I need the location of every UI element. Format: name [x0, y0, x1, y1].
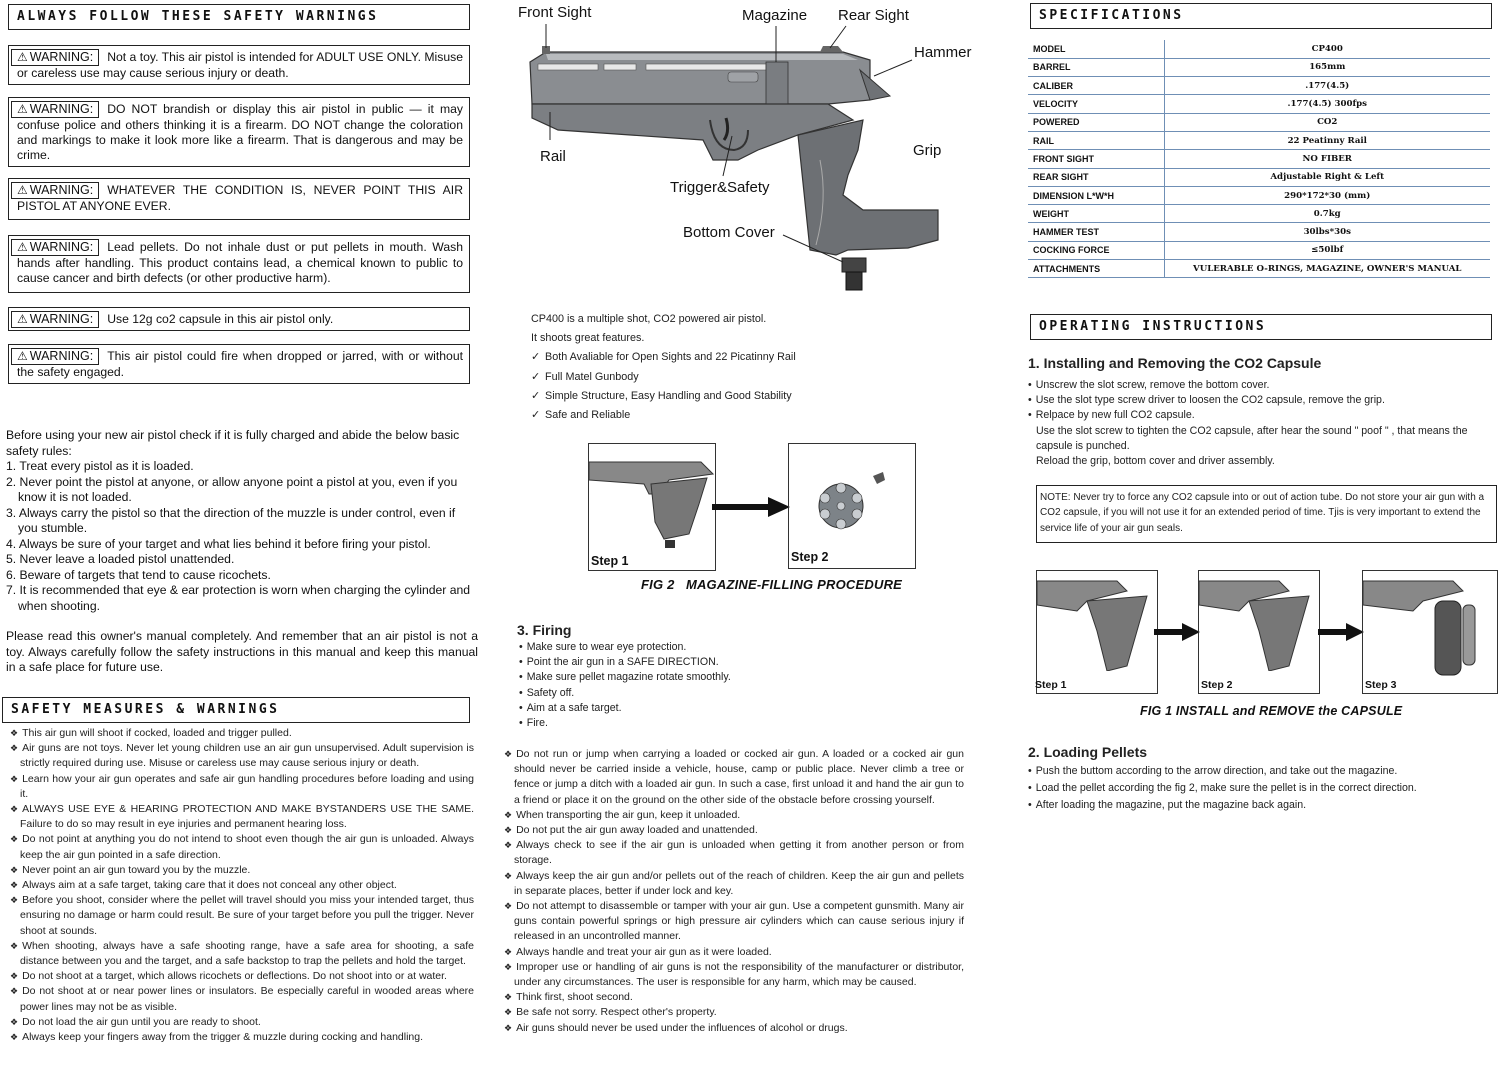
warning-triangle-icon: ⚠: [17, 349, 28, 363]
list-item: ❖ Do not shoot at a target, which allows ricochets or deflections. Do not shoot into or at water.: [6, 969, 474, 984]
description-line: CP400 is a multiple shot, CO2 powered air pistol.: [531, 313, 767, 325]
list-item: ❖ Do not put the air gun away loaded and unattended.: [500, 823, 964, 838]
rule-item: 7. It is recommended that eye & ear protection is worn when charging the cylinder and when shooting.: [6, 583, 471, 613]
spec-row: [1028, 40, 1490, 58]
step-label: Step 1: [1035, 679, 1067, 691]
list-item: ❖ Be safe not sorry. Respect other's property.: [500, 1005, 964, 1020]
spec-value: .177(4.5) 300fps: [1164, 95, 1490, 113]
safety-measures-header: SAFETY MEASURES & WARNINGS: [2, 697, 470, 723]
product-description: [531, 310, 981, 425]
list-item: • Fire.: [519, 716, 731, 731]
warning-box-5: [8, 307, 470, 331]
list-item: • Relpace by new full CO2 capsule.: [1028, 408, 1498, 423]
capsule-extra-line: Use the slot screw to tighten the CO2 capsule, after hear the sound " poof " , that means the capsule is punched.: [1036, 425, 1468, 453]
spec-row: [1028, 223, 1490, 241]
warning-triangle-icon: ⚠: [17, 102, 28, 116]
right-arrow-icon: [712, 497, 790, 517]
spec-key: VELOCITY: [1028, 95, 1164, 113]
list-item: • Point the air gun in a SAFE DIRECTION.: [519, 655, 731, 670]
fig1-step3-panel: [1362, 570, 1498, 694]
list-item: ❖ Before you shoot, consider where the pellet will travel should you miss your intended target, thus ensuring no damage or harm could result. Be sure of your target before you pull the trigger. Never shoot at sounds.: [6, 893, 474, 939]
spec-value: CO2: [1164, 113, 1490, 131]
spec-value: 0.7kg: [1164, 205, 1490, 223]
pistol-magazine: [766, 62, 788, 104]
warning-text: This air pistol could fire when dropped or jarred, with or without the safety engaged.: [17, 349, 463, 379]
warning-text: Lead pellets. Do not inhale dust or put pellets in mouth. Wash hands after handling. This product contains lead, a chemical known to public to cause cancer and birth defects (or other productive harm).: [17, 240, 463, 285]
warning-triangle-icon: ⚠: [17, 50, 28, 64]
bottom-cover-knob: [842, 258, 866, 272]
right-arrow-icon: [1318, 623, 1364, 641]
warning-label: ⚠ WARNING:: [11, 239, 99, 256]
label-hammer: Hammer: [914, 44, 972, 61]
list-item: • Unscrew the slot screw, remove the bottom cover.: [1028, 378, 1498, 393]
spec-key: HAMMER TEST: [1028, 223, 1164, 241]
spec-key: BARREL: [1028, 58, 1164, 76]
list-item: • Use the slot type screw driver to loosen the CO2 capsule, remove the grip.: [1028, 393, 1498, 408]
list-item: • Make sure to wear eye protection.: [519, 640, 731, 655]
list-item: ❖ Improper use or handling of air guns is not the responsibility of the manufacturer or distributor, under any circumstances. The user is responsible for any harm, which may be caused.: [500, 960, 964, 990]
note-box: [1036, 485, 1497, 543]
spec-row: [1028, 95, 1490, 113]
capsule-illustration: [1363, 571, 1497, 681]
label-rear-sight: Rear Sight: [838, 7, 909, 24]
warning-text: DO NOT brandish or display this air pistol in public — it may confuse police and others thinking it is a firearm. DO NOT change the coloration and markings to make it look more like a firearm. That is dangerous and may be crime.: [17, 102, 463, 162]
step-label: Step 2: [1201, 679, 1233, 691]
note-text: NOTE: Never try to force any CO2 capsule into or out of action tube. Do not store your air gun with a CO2 capsule, if you will not use it for an extended period of time. Tjis is very important to extend the service life of your air gun seals.: [1040, 492, 1485, 534]
spec-value: Adjustable Right & Left: [1164, 168, 1490, 186]
spec-key: POWERED: [1028, 113, 1164, 131]
basic-safety-rules: [6, 428, 478, 676]
step-label: Step 3: [1365, 679, 1397, 691]
spec-key: REAR SIGHT: [1028, 168, 1164, 186]
warning-box-4: [8, 235, 470, 293]
rule-item: 5. Never leave a loaded pistol unattended.: [6, 552, 235, 566]
warning-triangle-icon: ⚠: [17, 183, 28, 197]
rule-item: 4. Always be sure of your target and what lies behind it before firing your pistol.: [6, 536, 431, 551]
warning-label: ⚠ WARNING:: [11, 101, 99, 118]
spec-key: COCKING FORCE: [1028, 241, 1164, 259]
list-item: • Aim at a safe target.: [519, 701, 731, 716]
spec-row: [1028, 241, 1490, 259]
spec-key: CALIBER: [1028, 77, 1164, 95]
list-item: ❖ Do not shoot at or near power lines or insulators. Be especially careful in wooded areas where power lines may not be as visible.: [6, 984, 474, 1014]
capsule-extra-line: Reload the grip, bottom cover and driver assembly.: [1036, 455, 1275, 468]
firing-list: [519, 640, 731, 731]
rule-item: 6. Beware of targets that tend to cause ricochets.: [6, 567, 271, 582]
feature-item: ✓ Full Matel Gunbody: [531, 368, 981, 387]
list-item: ❖ Do not attempt to disassemble or tamper with your air gun. Use a competent gunsmith. Many air guns contain powerful springs or high pressure air cylinders which can cause serious injury if released in an uncontrolled manner.: [500, 899, 964, 945]
spec-key: FRONT SIGHT: [1028, 150, 1164, 168]
list-item: ❖ This air gun will shoot if cocked, loaded and trigger pulled.: [6, 726, 474, 741]
step-label: Step 2: [791, 550, 829, 564]
list-item: ❖ Never point an air gun toward you by the muzzle.: [6, 863, 474, 878]
warning-box-1: [8, 45, 470, 85]
specifications-table: [1028, 40, 1490, 278]
list-item: • Load the pellet according the fig 2, make sure the pellet is in the correct direction.: [1028, 780, 1498, 797]
warning-box-3: [8, 178, 470, 220]
warning-triangle-icon: ⚠: [17, 312, 28, 326]
warning-label: ⚠ WARNING:: [11, 311, 99, 328]
capsule-steps: [1028, 378, 1498, 424]
fig1-step1-panel: [1036, 570, 1158, 694]
firing-title: 3. Firing: [517, 622, 572, 638]
list-item: • Safety off.: [519, 686, 731, 701]
loading-pellets-title: 2. Loading Pellets: [1028, 744, 1148, 760]
magazine-wheel-illustration: [789, 444, 914, 564]
fig2-step2-panel: [788, 443, 916, 569]
spec-row: [1028, 205, 1490, 223]
list-item: • After loading the magazine, put the magazine back again.: [1028, 797, 1498, 814]
label-front-sight: Front Sight: [518, 4, 592, 21]
spec-row: [1028, 113, 1490, 131]
spec-key: MODEL: [1028, 40, 1164, 58]
spec-value: 290*172*30 (mm): [1164, 186, 1490, 204]
warning-text: Use 12g co2 capsule in this air pistol only.: [107, 312, 334, 326]
list-item: ❖ When transporting the air gun, keep it unloaded.: [500, 808, 964, 823]
fig1-caption: FIG 1 INSTALL and REMOVE the CAPSULE: [1140, 704, 1403, 718]
rule-item: 2. Never point the pistol at anyone, or allow anyone point a pistol at you, even if you know it is not loaded.: [6, 474, 458, 504]
operating-instructions-header: OPERATING INSTRUCTIONS: [1030, 314, 1492, 340]
safety-measures-list: [6, 726, 474, 1045]
rules-list: [6, 459, 478, 614]
spec-value: NO FIBER: [1164, 150, 1490, 168]
loading-pellets-list: [1028, 763, 1498, 814]
rule-item: 3. Always carry the pistol so that the direction of the muzzle is under control, even if you stumble.: [6, 505, 456, 535]
list-item: ❖ Think first, shoot second.: [500, 990, 964, 1005]
list-item: ❖ Air guns are not toys. Never let young children use an air gun unsupervised. Adult supervision is strictly required during use. Misuse or careless use may cause serious injury or death.: [6, 741, 474, 771]
spec-key: RAIL: [1028, 131, 1164, 149]
warning-triangle-icon: ⚠: [17, 240, 28, 254]
feature-item: ✓ Both Avaliable for Open Sights and 22 Picatinny Rail: [531, 348, 981, 367]
fig2-step1-panel: [588, 443, 716, 571]
handling-safety-list: [500, 747, 964, 1036]
spec-key: DIMENSION L*W*H: [1028, 186, 1164, 204]
spec-value: .177(4.5): [1164, 77, 1490, 95]
warning-label: ⚠ WARNING:: [11, 348, 99, 365]
pistol-illustration: [1199, 571, 1319, 671]
list-item: ❖ Air guns should never be used under the influences of alcohol or drugs.: [500, 1021, 964, 1036]
step-label: Step 1: [591, 554, 629, 568]
label-bottom-cover: Bottom Cover: [683, 224, 775, 241]
closing-paragraph: Please read this owner's manual completely. And remember that an air pistol is not a toy. Always carefully follow the safety instructions in this manual and keep this manual in a safe place for future use.: [6, 629, 478, 674]
list-item: ❖ Always keep the air gun and/or pellets out of the reach of children. Keep the air gun and pellets in separate places, better if under lock and key.: [500, 869, 964, 899]
list-item: ❖ Do not load the air gun until you are ready to shoot.: [6, 1015, 474, 1030]
safety-warnings-header: ALWAYS FOLLOW THESE SAFETY WARNINGS: [8, 4, 470, 30]
spec-row: [1028, 260, 1490, 278]
list-item: ❖ Learn how your air gun operates and safe air gun handling procedures before loading and using it.: [6, 772, 474, 802]
spec-value: VULERABLE O-RINGS, MAGAZINE, OWNER'S MANUAL: [1164, 260, 1490, 278]
right-column: [1020, 0, 1500, 1066]
label-rail: Rail: [540, 148, 566, 165]
spec-key: ATTACHMENTS: [1028, 260, 1164, 278]
list-item: ❖ Do not point at anything you do not intend to shoot even though the air gun is unloaded. Always keep the air gun pointed in a safe direction.: [6, 832, 474, 862]
list-item: • Make sure pellet magazine rotate smoothly.: [519, 670, 731, 685]
pistol-illustration: [1037, 571, 1157, 671]
list-item: • Push the buttom according to the arrow direction, and take out the magazine.: [1028, 763, 1498, 780]
list-item: ❖ Always aim at a safe target, taking care that it does not conceal any other object.: [6, 878, 474, 893]
feature-item: ✓ Safe and Reliable: [531, 406, 981, 425]
spec-row: [1028, 77, 1490, 95]
spec-value: 165mm: [1164, 58, 1490, 76]
warning-text: Not a toy. This air pistol is intended for ADULT USE ONLY. Misuse or careless use may cause serious injury or death.: [17, 50, 463, 80]
list-item: ❖ Always check to see if the air gun is unloaded when getting it from another person or from storage.: [500, 838, 964, 868]
warning-label: ⚠ WARNING:: [11, 49, 99, 66]
spec-row: [1028, 168, 1490, 186]
fig1-step2-panel: [1198, 570, 1320, 694]
warning-label: ⚠ WARNING:: [11, 182, 99, 199]
list-item: ❖ Always keep your fingers away from the trigger & muzzle during cocking and handling.: [6, 1030, 474, 1045]
middle-column: [498, 0, 998, 1066]
list-item: ❖ Always handle and treat your air gun as it were loaded.: [500, 945, 964, 960]
capsule-extra-text: [1036, 424, 1496, 470]
description-line: It shoots great features.: [531, 332, 645, 345]
spec-row: [1028, 58, 1490, 76]
list-item: ❖ ALWAYS USE EYE & HEARING PROTECTION AND MAKE BYSTANDERS USE THE SAME. Failure to do so may result in eye injuries and permanent hearing loss.: [6, 802, 474, 832]
specifications-header: SPECIFICATIONS: [1030, 3, 1492, 29]
right-arrow-icon: [1154, 623, 1200, 641]
spec-key: WEIGHT: [1028, 205, 1164, 223]
capsule-section-title: 1. Installing and Removing the CO2 Capsule: [1028, 355, 1322, 371]
label-trigger-safety: Trigger&Safety: [670, 179, 770, 196]
spec-value: ≤50lbf: [1164, 241, 1490, 259]
spec-row: [1028, 186, 1490, 204]
spec-value: 30lbs*30s: [1164, 223, 1490, 241]
list-item: ❖ When shooting, always have a safe shooting range, have a safe area for shooting, a safe distance between you and the target, and a safe backstop to trap the pellets and hold the target.: [6, 939, 474, 969]
label-grip: Grip: [913, 142, 942, 159]
spec-row: [1028, 131, 1490, 149]
list-item: ❖ Do not run or jump when carrying a loaded or cocked air gun. A loaded or a cocked air gun should never be carried inside a vehicle, house, camp or public place. Never climb a tree or fence or jump a ditch with a loaded air gun. In such a case, first unload it and hand the air gun to a friend or place it on the ground on the other side of the obstacle before crossing yourself.: [500, 747, 964, 808]
warning-text: WHATEVER THE CONDITION IS, NEVER POINT THIS AIR PISTOL AT ANYONE EVER.: [17, 183, 463, 213]
pistol-illustration: [589, 444, 714, 569]
spec-row: [1028, 150, 1490, 168]
rules-intro: Before using your new air pistol check if it is fully charged and abide the below basic safety rules:: [6, 428, 460, 458]
fig2-caption: FIG 2 MAGAZINE-FILLING PROCEDURE: [641, 577, 903, 592]
warning-box-6: [8, 344, 470, 384]
label-magazine: Magazine: [742, 7, 808, 24]
warning-box-2: [8, 97, 470, 167]
rule-item: 1. Treat every pistol as it is loaded.: [6, 459, 194, 473]
spec-value: CP400: [1164, 40, 1490, 58]
spec-value: 22 Peatinny Rail: [1164, 131, 1490, 149]
feature-item: ✓ Simple Structure, Easy Handling and Good Stability: [531, 387, 981, 406]
